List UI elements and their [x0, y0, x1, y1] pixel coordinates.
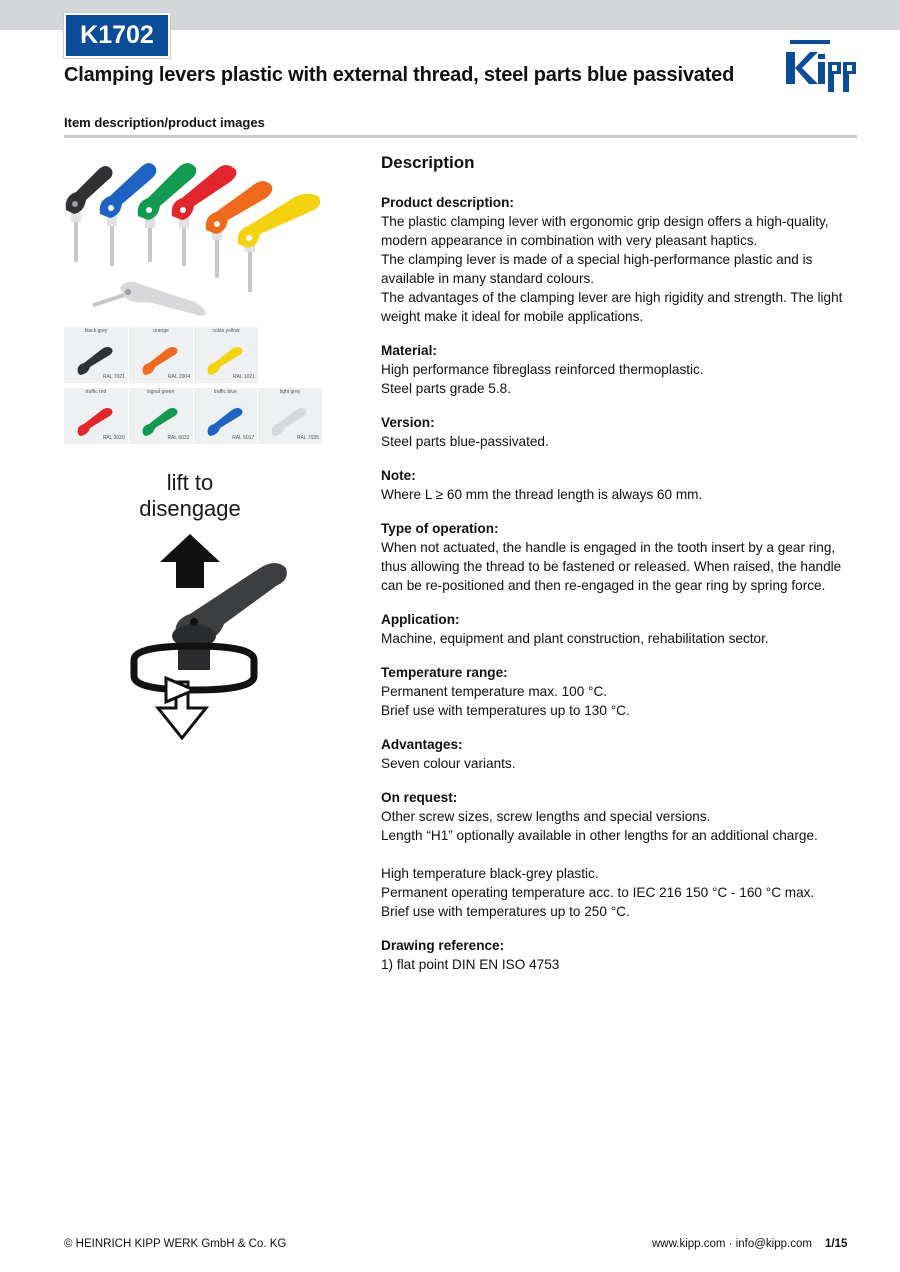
- lever-yellow: [238, 194, 321, 292]
- swatch-traffic-blue: [194, 388, 258, 444]
- footer-copyright: © HEINRICH KIPP WERK GmbH & Co. KG: [64, 1238, 287, 1250]
- lever-thumbnail: [268, 400, 312, 440]
- block-line: When not actuated, the handle is engaged in the tooth insert by a gear ring, thus allowing the thread to be fastened or released. When raised, the handle can be re-positioned and then re-engaged in the gear ring by spring force.: [381, 540, 842, 593]
- block-title: Temperature range:: [381, 665, 508, 680]
- swatch-colza-yellow: [194, 327, 258, 383]
- block-line: Permanent operating temperature acc. to IEC 216 150 °C - 160 °C max.: [381, 885, 815, 900]
- operation-illustration: [124, 528, 294, 746]
- block-line: High performance fibreglass reinforced thermoplastic.: [381, 362, 704, 377]
- swatch-row-1: [64, 327, 322, 383]
- lift-label-line-2: disengage: [139, 496, 241, 521]
- swatch-name: black grey: [84, 328, 108, 334]
- swatch-orange: [129, 327, 193, 383]
- lift-to-disengage-label: [120, 470, 260, 522]
- page-title: Clamping levers plastic with external thread, steel parts blue passivated: [64, 64, 735, 86]
- block-title: Drawing reference:: [381, 938, 505, 953]
- swatch-ral: RAL 5017: [232, 435, 255, 441]
- swatch-name: orange: [153, 328, 169, 334]
- block-type-of-operation: [381, 519, 859, 595]
- section-divider: [64, 135, 857, 138]
- block-line: The plastic clamping lever with ergonomic grip design offers a high-quality, modern appearance in combination with very pleasant haptics.: [381, 214, 829, 248]
- block-title: On request:: [381, 790, 458, 805]
- block-note: [381, 466, 859, 504]
- lift-label-line-1: lift to: [166, 470, 214, 495]
- swatch-ral: RAL 3020: [102, 435, 125, 441]
- swatch-ral: RAL 1021: [232, 374, 255, 380]
- block-on-request: [381, 788, 859, 921]
- swatch-black-grey: [64, 327, 128, 383]
- block-line: The advantages of the clamping lever are high rigidity and strength. The light weight make it ideal for mobile applications.: [381, 290, 843, 324]
- arrow-up-icon: [160, 534, 220, 588]
- block-title: Material:: [381, 343, 437, 358]
- kipp-logo: [784, 38, 858, 92]
- lever-thumbnail: [204, 339, 248, 379]
- swatch-name: signal green: [147, 389, 175, 395]
- section-label: Item description/product images: [64, 115, 265, 130]
- block-title: Version:: [381, 415, 435, 430]
- colour-swatch-grid: [64, 327, 322, 449]
- footer-contact-link[interactable]: www.kipp.com · info@kipp.com: [652, 1238, 812, 1250]
- product-image-levers: [64, 152, 330, 324]
- block-line: Length “H1” optionally available in other lengths for an additional charge.: [381, 828, 818, 843]
- block-line: Seven colour variants.: [381, 756, 516, 771]
- product-code-badge: K1702: [64, 13, 170, 58]
- description-heading: Description: [381, 153, 475, 172]
- swatch-signal-green: [129, 388, 193, 444]
- block-line: Steel parts blue-passivated.: [381, 434, 549, 449]
- lever-thumbnail: [74, 339, 118, 379]
- block-application: [381, 610, 859, 648]
- swatch-traffic-red: [64, 388, 128, 444]
- block-line: Machine, equipment and plant construction, rehabilitation sector.: [381, 631, 769, 646]
- lever-thumbnail: [74, 400, 118, 440]
- description-panel: [381, 152, 859, 989]
- block-product-description: [381, 193, 859, 326]
- lever-thumbnail: [139, 339, 183, 379]
- block-version: [381, 413, 859, 451]
- block-title: Advantages:: [381, 737, 463, 752]
- swatch-ral: RAL 2004: [167, 374, 190, 380]
- block-line: Brief use with temperatures up to 130 °C.: [381, 703, 630, 718]
- block-temperature-range: [381, 663, 859, 720]
- block-line: Where L ≥ 60 mm the thread length is always 60 mm.: [381, 487, 703, 502]
- block-title: Product description:: [381, 195, 514, 210]
- block-title: Type of operation:: [381, 521, 499, 536]
- block-material: [381, 341, 859, 398]
- lever-light-grey: [92, 282, 206, 316]
- swatch-ral: RAL 6032: [167, 435, 190, 441]
- swatch-name: traffic red: [85, 389, 107, 395]
- block-spacer: [381, 845, 859, 864]
- block-line: Permanent temperature max. 100 °C.: [381, 684, 608, 699]
- swatch-ral: RAL 7035: [296, 435, 319, 441]
- block-title: Note:: [381, 468, 416, 483]
- swatch-name: traffic blue: [213, 389, 237, 395]
- swatch-row-2: [64, 388, 322, 444]
- block-line: Brief use with temperatures up to 250 °C.: [381, 904, 630, 919]
- swatch-name: colza yellow: [212, 328, 240, 334]
- block-line: Other screw sizes, screw lengths and special versions.: [381, 809, 711, 824]
- block-line: 1) flat point DIN EN ISO 4753: [381, 957, 560, 972]
- swatch-ral: RAL 7021: [102, 374, 125, 380]
- lever-thumbnail: [139, 400, 183, 440]
- page-number: 1/15: [825, 1238, 848, 1250]
- block-drawing-reference: [381, 936, 859, 974]
- block-title: Application:: [381, 612, 460, 627]
- swatch-name: light grey: [279, 389, 301, 395]
- lever-thumbnail: [204, 400, 248, 440]
- block-line: Steel parts grade 5.8.: [381, 381, 511, 396]
- hex-socket-icon: [190, 618, 198, 626]
- swatch-light-grey: [258, 388, 322, 444]
- block-line: High temperature black-grey plastic.: [381, 866, 599, 881]
- block-line: The clamping lever is made of a special high-performance plastic and is available in many standard colours.: [381, 252, 813, 286]
- block-advantages: [381, 735, 859, 773]
